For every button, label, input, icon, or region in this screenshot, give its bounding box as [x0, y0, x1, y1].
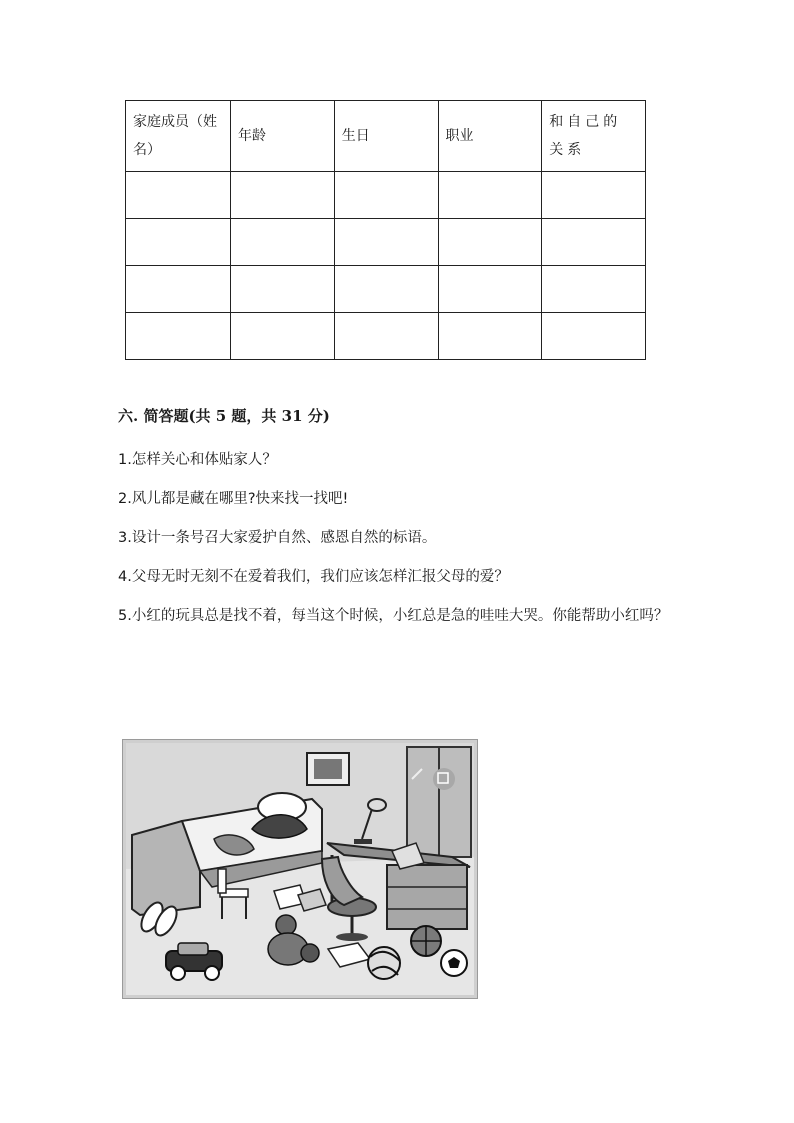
messy-bedroom-illustration	[122, 739, 478, 999]
table-cell[interactable]	[334, 266, 438, 313]
table-cell[interactable]	[438, 313, 542, 360]
question-4: 4.父母无时无刻不在爱着我们，我们应该怎样汇报父母的爱？	[118, 569, 509, 585]
section-title: 六. 简答题(共 5 题，共 31 分)	[118, 407, 330, 425]
table-header-row	[126, 101, 646, 172]
table-cell[interactable]	[334, 219, 438, 266]
table-cell[interactable]	[438, 172, 542, 219]
table-cell[interactable]	[126, 172, 231, 219]
table-cell[interactable]	[126, 266, 231, 313]
question-2: 2.风儿都是藏在哪里?快来找一找吧!	[118, 491, 349, 507]
table-row	[126, 266, 646, 313]
table-row	[126, 172, 646, 219]
header-occupation: 职业	[438, 101, 542, 172]
table-cell[interactable]	[231, 313, 335, 360]
header-relationship: 和自己的关系	[542, 101, 646, 172]
question-3: 3.设计一条号召大家爱护自然、感恩自然的标语。	[118, 530, 437, 546]
table-cell[interactable]	[126, 219, 231, 266]
table-cell[interactable]	[231, 219, 335, 266]
question-1: 1.怎样关心和体贴家人？	[118, 452, 277, 468]
table-cell[interactable]	[542, 266, 646, 313]
header-age: 年龄	[231, 101, 335, 172]
table-cell[interactable]	[438, 266, 542, 313]
table-cell[interactable]	[231, 172, 335, 219]
table-cell[interactable]	[438, 219, 542, 266]
table-cell[interactable]	[334, 313, 438, 360]
header-birthday: 生日	[334, 101, 438, 172]
table-cell[interactable]	[126, 313, 231, 360]
header-family-member: 家庭成员（姓名）	[126, 101, 231, 172]
table-cell[interactable]	[542, 172, 646, 219]
table-cell[interactable]	[231, 266, 335, 313]
question-5: 5.小红的玩具总是找不着，每当这个时候，小红总是急的哇哇大哭。你能帮助小红吗？	[118, 608, 669, 624]
family-members-table	[125, 100, 646, 360]
table-row	[126, 313, 646, 360]
table-row	[126, 219, 646, 266]
table-cell[interactable]	[334, 172, 438, 219]
table-cell[interactable]	[542, 313, 646, 360]
table-cell[interactable]	[542, 219, 646, 266]
